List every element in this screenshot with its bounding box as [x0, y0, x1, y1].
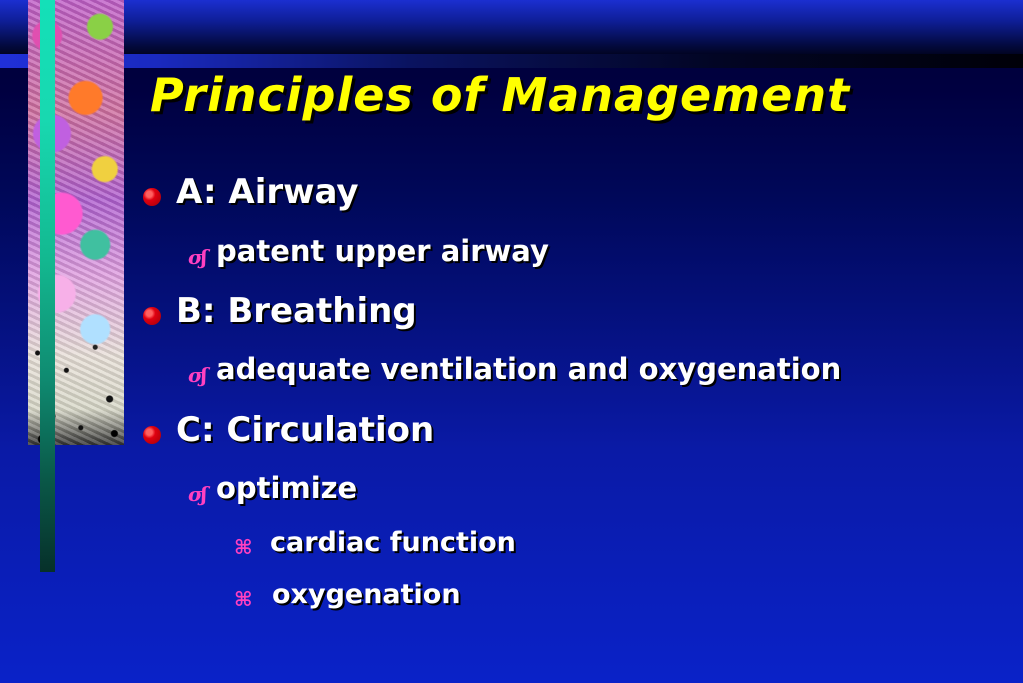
bullet-circulation: C: Circulation: [176, 410, 435, 450]
command-key-bullet-icon: ⌘: [234, 587, 253, 611]
script-dash-bullet-icon: σʃ: [188, 482, 206, 506]
script-dash-bullet-icon: σʃ: [188, 245, 206, 269]
sub-bullet-adequate-ventilation: adequate ventilation and oxygenation: [216, 352, 842, 386]
sub-bullet-patent-upper-airway: patent upper airway: [216, 234, 549, 268]
sub-sub-bullet-cardiac-function: cardiac function: [270, 527, 516, 558]
top-gradient-band: [0, 0, 1023, 60]
horizontal-accent-stripe: [0, 54, 1023, 68]
sub-sub-bullet-oxygenation: oxygenation: [272, 579, 461, 610]
sub-bullet-optimize: optimize: [216, 471, 358, 505]
red-circle-bullet-icon: [143, 188, 161, 206]
bullet-airway: A: Airway: [176, 172, 359, 212]
command-key-bullet-icon: ⌘: [234, 535, 253, 559]
red-circle-bullet-icon: [143, 426, 161, 444]
bullet-breathing: B: Breathing: [176, 291, 417, 331]
script-dash-bullet-icon: σʃ: [188, 363, 206, 387]
slide-title: Principles of Management: [150, 68, 851, 122]
red-circle-bullet-icon: [143, 307, 161, 325]
vertical-accent-bar: [40, 0, 55, 572]
